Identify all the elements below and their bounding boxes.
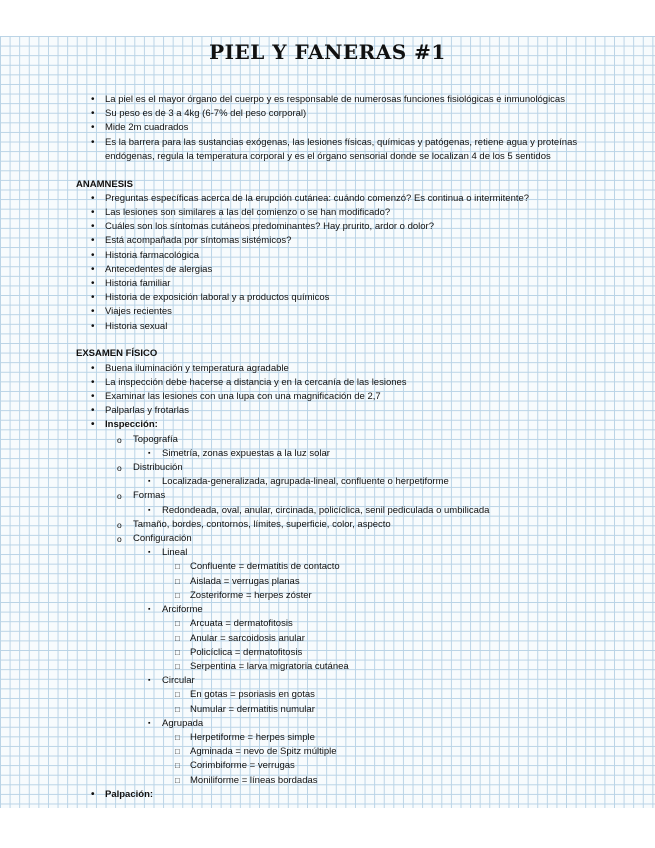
examen-list xyxy=(0,362,655,433)
list-item: • Preguntas específicas acerca de la erupción cutánea: cuándo comenzó? Es continua o intermitente? xyxy=(0,192,655,206)
list-item: □ Policíclica = dermatofitosis xyxy=(0,646,655,660)
list-item: • Está acompañada por síntomas sistémicos? xyxy=(0,234,655,248)
list-item: □ Confluente = dermatitis de contacto xyxy=(0,560,655,574)
list-item: □ En gotas = psoriasis en gotas xyxy=(0,688,655,702)
list-item: □ Herpetiforme = herpes simple xyxy=(0,731,655,745)
lineal-item: ▪ Lineal xyxy=(0,546,655,560)
list-item: • Examinar las lesiones con una lupa con una magnificación de 2,7 xyxy=(0,390,655,404)
list-item: • La inspección debe hacerse a distancia y en la cercanía de las lesiones xyxy=(0,376,655,390)
agrupada-list xyxy=(0,717,655,731)
distribucion-detail-list xyxy=(0,475,655,489)
arciforme-list xyxy=(0,603,655,617)
list-item: □ Numular = dermatitis numular xyxy=(0,703,655,717)
anamnesis-heading: ANAMNESIS xyxy=(76,178,134,190)
list-item: ▪ Simetría, zonas expuestas a la luz solar xyxy=(0,447,655,461)
formas-list xyxy=(0,489,655,503)
topografia-detail-list xyxy=(0,447,655,461)
circular-detail-list xyxy=(0,688,655,716)
list-item: • Es la barrera para las sustancias exógenas, las lesiones físicas, químicas y patógenas, retiene agua y proteínas endógenas, regula la temperatura corporal y es el órgano sensorial donde se localizan 4 de los 5 sentidos xyxy=(0,136,655,164)
lineal-list xyxy=(0,546,655,560)
circular-item: ▪ Circular xyxy=(0,674,655,688)
list-item: □ Serpentina = larva migratoria cutánea xyxy=(0,660,655,674)
list-item: □ Moniliforme = líneas bordadas xyxy=(0,774,655,788)
list-item: • Viajes recientes xyxy=(0,305,655,319)
examen-heading: EXSAMEN FÍSICO xyxy=(76,348,158,360)
list-item: □ Anular = sarcoidosis anular xyxy=(0,632,655,646)
list-item: • Mide 2m cuadrados xyxy=(0,121,655,135)
formas-item: o Formas xyxy=(0,489,655,503)
distribucion-item: o Distribución xyxy=(0,461,655,475)
list-item: □ Arcuata = dermatofitosis xyxy=(0,617,655,631)
arciforme-detail-list xyxy=(0,617,655,674)
palpacion-list xyxy=(0,788,655,802)
page-title: PIEL Y FANERAS #1 xyxy=(209,40,446,64)
arciforme-item: ▪ Arciforme xyxy=(0,603,655,617)
circular-list xyxy=(0,674,655,688)
list-item: • Historia farmacológica xyxy=(0,249,655,263)
tamano-item: o Tamaño, bordes, contornos, límites, superficie, color, aspecto xyxy=(0,518,655,532)
intro-list xyxy=(0,93,655,164)
anamnesis-list xyxy=(0,192,655,334)
agrupada-detail-list xyxy=(0,731,655,788)
list-item: • Antecedentes de alergias xyxy=(0,263,655,277)
list-item: • Buena iluminación y temperatura agradable xyxy=(0,362,655,376)
lineal-detail-list xyxy=(0,560,655,603)
list-item: • La piel es el mayor órgano del cuerpo y es responsable de numerosas funciones fisiológicas e inmunológicas xyxy=(0,93,655,107)
list-item: □ Corimbiforme = verrugas xyxy=(0,759,655,773)
list-item: • Historia de exposición laboral y a productos químicos xyxy=(0,291,655,305)
list-item: • Su peso es de 3 a 4kg (6-7% del peso corporal) xyxy=(0,107,655,121)
tamano-configuracion-list xyxy=(0,518,655,546)
list-item: • Historia familiar xyxy=(0,277,655,291)
palpacion-item: • Palpación: xyxy=(0,788,655,802)
inspeccion-sublist xyxy=(0,433,655,447)
inspeccion-item: • Inspección: xyxy=(0,418,655,432)
list-item: • Las lesiones son similares a las del comienzo o se han modificado? xyxy=(0,206,655,220)
document-body xyxy=(0,93,655,802)
list-item: □ Aislada = verrugas planas xyxy=(0,575,655,589)
formas-detail-list xyxy=(0,504,655,518)
list-item: • Cuáles son los síntomas cutáneos predominantes? Hay prurito, ardor o dolor? xyxy=(0,220,655,234)
list-item: • Historia sexual xyxy=(0,320,655,334)
list-item: ▪ Redondeada, oval, anular, circinada, policíclica, senil pediculada o umbilicada xyxy=(0,504,655,518)
list-item: □ Zosteriforme = herpes zóster xyxy=(0,589,655,603)
list-item: • Palparlas y frotarlas xyxy=(0,404,655,418)
topografia-item: o Topografía xyxy=(0,433,655,447)
agrupada-item: ▪ Agrupada xyxy=(0,717,655,731)
list-item: ▪ Localizada-generalizada, agrupada-lineal, confluente o herpetiforme xyxy=(0,475,655,489)
configuracion-item: o Configuración xyxy=(0,532,655,546)
list-item: □ Agminada = nevo de Spitz múltiple xyxy=(0,745,655,759)
distribucion-list xyxy=(0,461,655,475)
